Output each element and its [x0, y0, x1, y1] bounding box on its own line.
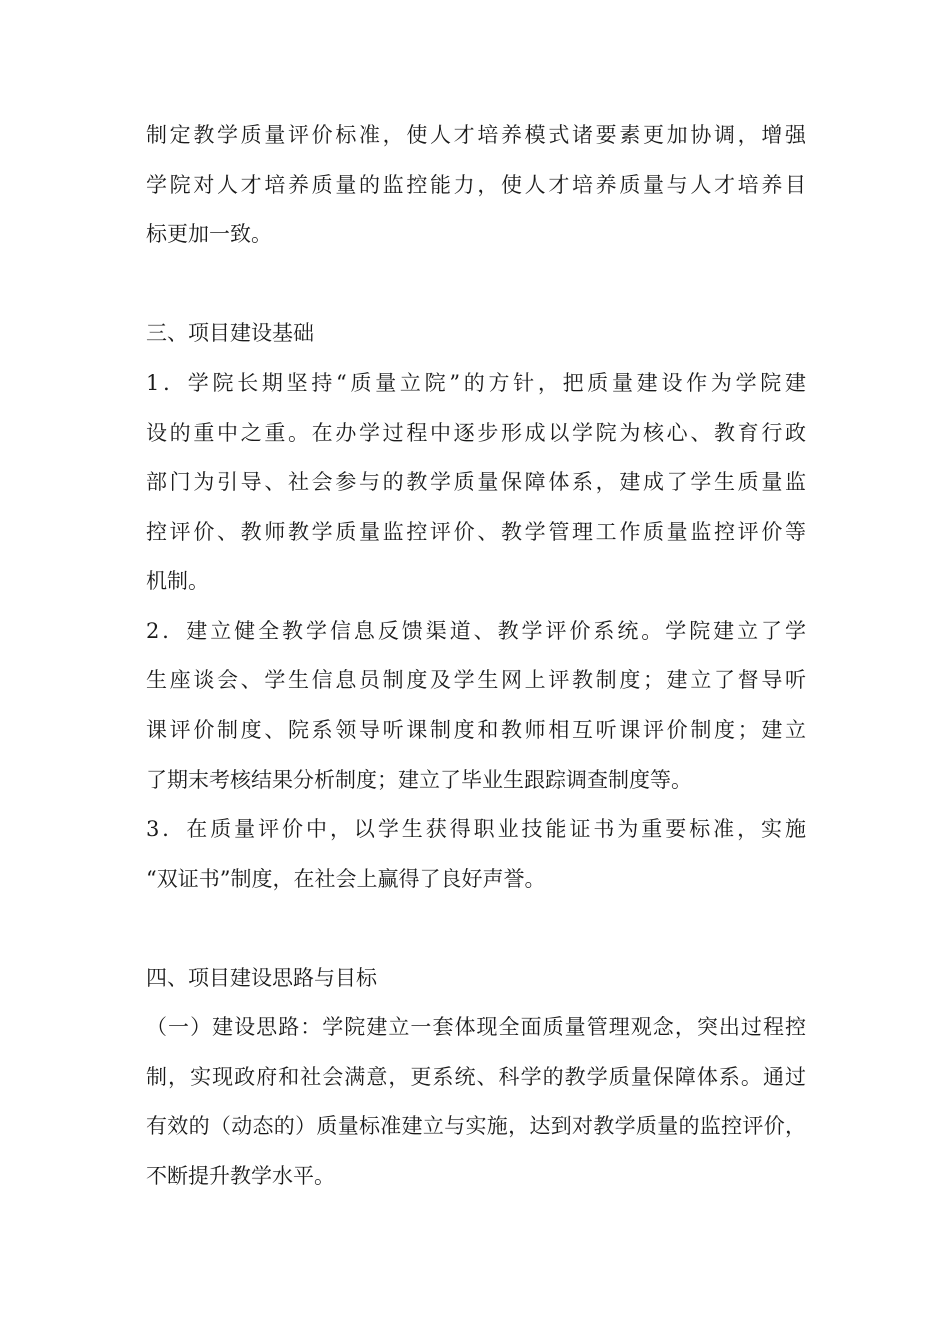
- section-4-para-1-line-3: 有效的（动态的）质量标准建立与实施，达到对教学质量的监控评价，: [146, 1114, 806, 1138]
- section-3-item-2-line-3: 课评价制度、院系领导听课制度和教师相互听课评价制度；建立: [146, 718, 806, 742]
- section-3-heading: 三、项目建设基础: [146, 321, 314, 345]
- section-3-item-1-line-4: 控评价、教师教学质量监控评价、教学管理工作质量监控评价等: [146, 520, 806, 544]
- intro-line-3: 标更加一致。: [146, 222, 272, 246]
- section-4-heading: 四、项目建设思路与目标: [146, 966, 377, 990]
- section-3-item-2-line-1: 2．建立健全教学信息反馈渠道、教学评价系统。学院建立了学: [146, 619, 806, 643]
- section-3-item-3-line-2: “双证书”制度，在社会上赢得了良好声誉。: [146, 867, 546, 891]
- section-3-item-1-line-1: 1．学院长期坚持“质量立院”的方针，把质量建设作为学院建: [146, 371, 806, 395]
- intro-line-1: 制定教学质量评价标准，使人才培养模式诸要素更加协调，增强: [146, 123, 806, 147]
- intro-line-2: 学院对人才培养质量的监控能力，使人才培养质量与人才培养目: [146, 173, 806, 197]
- section-3-item-2-line-2: 生座谈会、学生信息员制度及学生网上评教制度；建立了督导听: [146, 668, 806, 692]
- section-3-item-2-line-4: 了期末考核结果分析制度；建立了毕业生跟踪调查制度等。: [146, 768, 692, 792]
- section-4-para-1-line-1: （一）建设思路：学院建立一套体现全面质量管理观念，突出过程控: [146, 1015, 806, 1039]
- section-3-item-1-line-5: 机制。: [146, 569, 209, 593]
- section-4-para-1-line-4: 不断提升教学水平。: [146, 1164, 335, 1188]
- section-3-item-1-line-2: 设的重中之重。在办学过程中逐步形成以学院为核心、教育行政: [146, 421, 806, 445]
- section-3-item-1-line-3: 部门为引导、社会参与的教学质量保障体系，建成了学生质量监: [146, 470, 806, 494]
- section-4-para-1-line-2: 制，实现政府和社会满意，更系统、科学的教学质量保障体系。通过: [146, 1065, 806, 1089]
- section-3-item-3-line-1: 3．在质量评价中，以学生获得职业技能证书为重要标准，实施: [146, 817, 806, 841]
